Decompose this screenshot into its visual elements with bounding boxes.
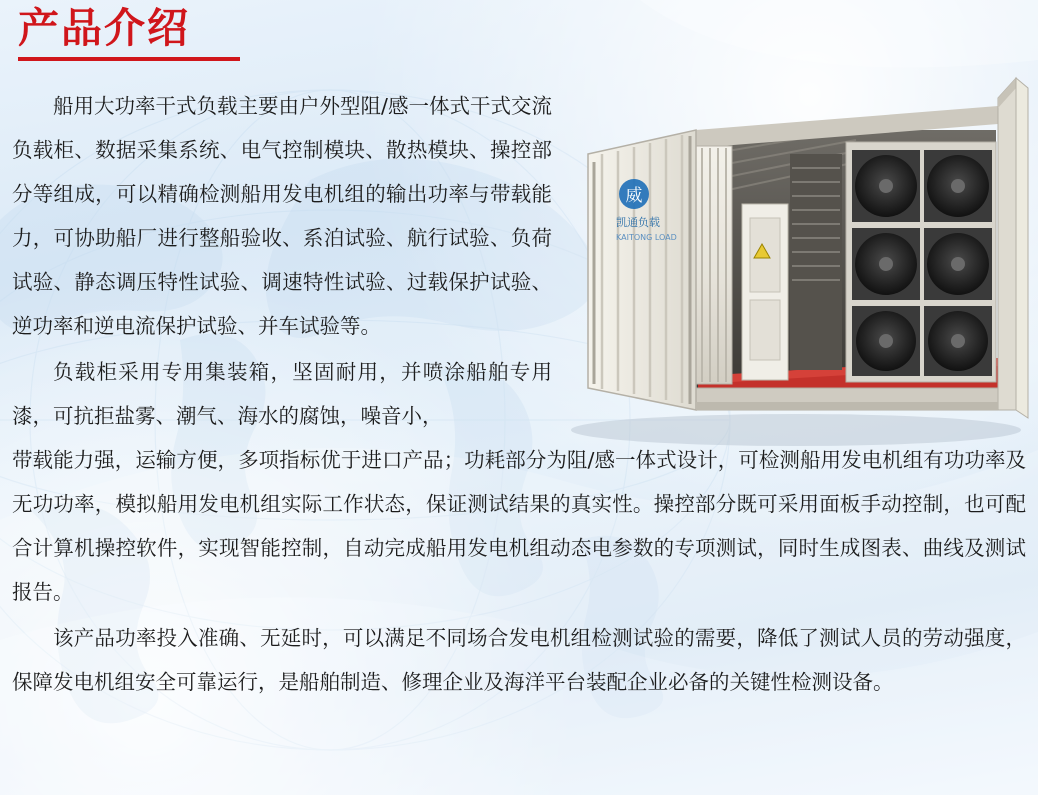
svg-text:KAITONG LOAD: KAITONG LOAD bbox=[616, 233, 677, 242]
body-copy bbox=[12, 84, 1026, 704]
section-heading bbox=[18, 6, 240, 61]
paragraph-2-head: 负载柜采用专用集装箱，坚固耐用，并喷涂船舶专用漆，可抗拒盐雾、潮气、海水的腐蚀，噪音小， bbox=[12, 360, 552, 428]
paragraph-3: 该产品功率投入准确、无延时，可以满足不同场合发电机组检测试验的需要，降低了测试人员的劳动强度，保障发电机组安全可靠运行，是船舶制造、修理企业及海洋平台装配企业必备的关键性检测设备。 bbox=[12, 626, 1026, 694]
svg-text:凯通负载: 凯通负载 bbox=[616, 216, 660, 229]
paragraph-1: 船用大功率干式负载主要由户外型阻/感一体式干式交流负载柜、数据采集系统、电气控制模块、散热模块、操控部分等组成，可以精确检测船用发电机组的输出功率与带载能力，可协助船厂进行整船验收、系泊试验、航行试验、负荷试验、静态调压特性试验、调速特性试验、过载保护试验、逆功率和逆电流保护试验、并车试验等。 bbox=[12, 94, 552, 338]
paragraph-2-rest: 带载能力强，运输方便，多项指标优于进口产品；功耗部分为阻/感一体式设计，可检测船用发电机组有功功率及无功功率，模拟船用发电机组实际工作状态，保证测试结果的真实性。操控部分既可采用面板手动控制，也可配合计算机操控软件，实现智能控制，自动完成船用发电机组动态电参数的专项测试，同时生成图表、曲线及测试报告。 bbox=[12, 448, 1026, 604]
page-title: 产品介绍 bbox=[18, 4, 190, 52]
title-underline bbox=[18, 57, 240, 61]
svg-text:威: 威 bbox=[625, 186, 643, 206]
